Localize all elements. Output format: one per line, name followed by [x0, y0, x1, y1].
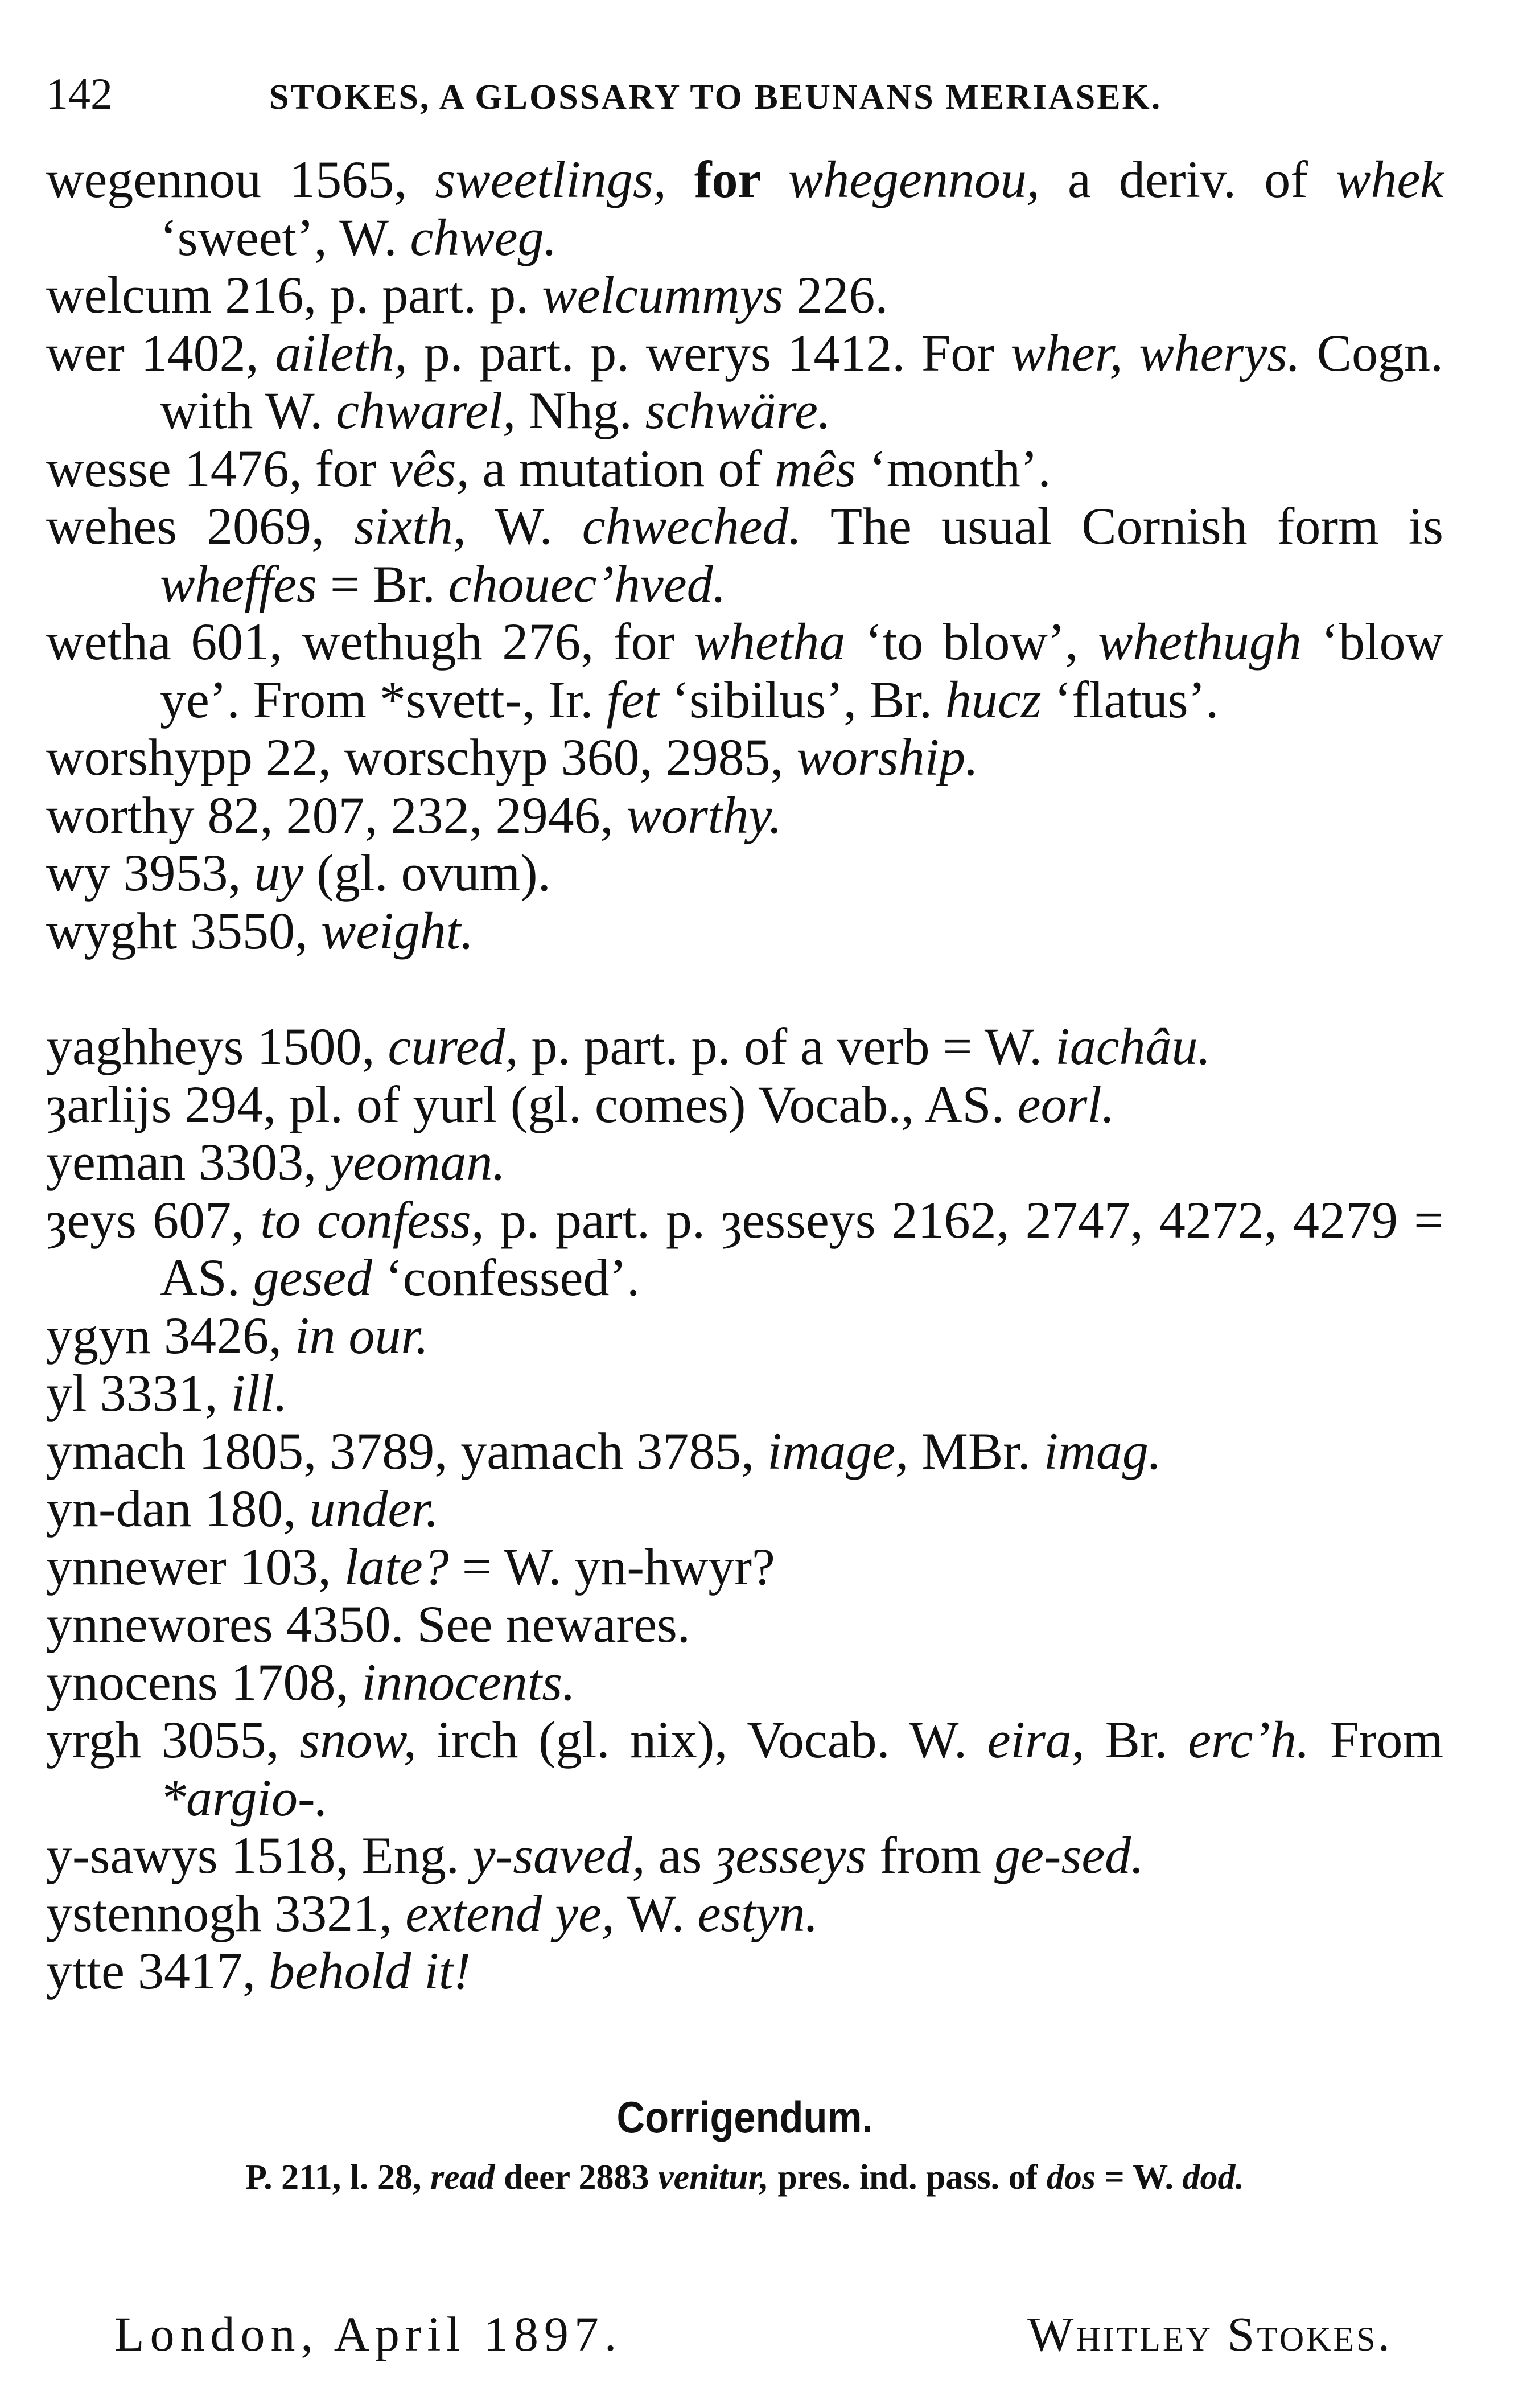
italic-term: erc’h. — [1188, 1711, 1310, 1769]
corrigendum-heading: Corrigendum. — [616, 2091, 873, 2142]
glossary-entry-wehes — [46, 498, 1443, 613]
glossary-entry-wy — [46, 844, 1443, 902]
entry-text: from — [866, 1826, 995, 1884]
glossary-section-w — [46, 151, 1443, 960]
italic-term: sixth, — [354, 497, 466, 555]
italic-term: schwäre. — [645, 381, 831, 439]
entry-text: ymach 1805, 3789, yamach 3785, — [46, 1421, 768, 1480]
entry-text: ‘blow ye’. From *svett-, Ir. — [160, 613, 1443, 729]
place-date: London, April 1897. — [114, 2306, 623, 2361]
entry-text: 226. — [783, 266, 888, 324]
italic-term: whetha — [694, 613, 846, 671]
entry-text: ynocens 1708, — [46, 1653, 362, 1711]
entry-text: wer 1402, — [46, 323, 275, 382]
italic-term: whethugh — [1098, 613, 1302, 671]
glossary-entry-wyght — [46, 902, 1443, 960]
entry-text: as — [645, 1826, 715, 1884]
entry-text: = Br. — [316, 554, 448, 613]
italic-term: y-saved, — [472, 1826, 645, 1884]
entry-text: ‘sibilus’, Br. — [659, 670, 945, 729]
glossary-entry-wesse — [46, 440, 1443, 498]
italic-term: under. — [309, 1480, 439, 1538]
glossary-entry-welcum — [46, 266, 1443, 324]
entry-text: wy 3953, — [46, 844, 254, 902]
entry-text: ynnewer 103, — [46, 1537, 344, 1596]
entry-text: p. part. p. of a verb = W. — [518, 1017, 1056, 1075]
entry-text: = W. — [1095, 2158, 1183, 2197]
entry-text: p. part. p. werys 1412. For — [407, 323, 1011, 382]
italic-term: ȝesseys — [715, 1826, 867, 1884]
italic-term: ge-sed. — [994, 1826, 1145, 1884]
entry-text: Cogn. with W. — [160, 323, 1443, 439]
italic-term: wheffes — [160, 554, 317, 613]
entry-text: The usual Cornish form is — [801, 497, 1443, 555]
entry-text: ‘sweet’, W. — [160, 208, 410, 266]
glossary-entry-ymach — [46, 1423, 1443, 1481]
entry-text: worthy 82, 207, 232, 2946, — [46, 786, 627, 844]
glossary-entry-ytte — [46, 1942, 1443, 2000]
italic-term: welcummys — [542, 266, 784, 324]
entry-text: Nhg. — [516, 381, 645, 439]
page-number: 142 — [46, 69, 113, 118]
italic-term: whek — [1335, 150, 1444, 208]
entry-text: wehes 2069, — [46, 497, 355, 555]
entry-text: ‘to blow’, — [845, 613, 1098, 671]
entry-text: W. — [466, 497, 582, 555]
entry-text: W. — [614, 1884, 698, 1942]
italic-term: worship. — [796, 728, 979, 786]
glossary-entry-yaghheys — [46, 1018, 1443, 1076]
glossary-entry-wegennou — [46, 151, 1443, 266]
entry-text: ȝarlijs 294, pl. of yurl (gl. comes) Vocab., AS. — [46, 1075, 1018, 1133]
italic-term: chweg. — [410, 208, 557, 266]
italic-term: innocents. — [361, 1653, 576, 1711]
entry-text: ‘flatus’. — [1041, 670, 1219, 729]
glossary-entry-wer — [46, 324, 1443, 440]
author-signature: Whitley Stokes. — [1027, 2306, 1392, 2361]
italic-term: cured, — [388, 1017, 518, 1075]
italic-term: chouec’hved. — [448, 554, 726, 613]
italic-term: imag. — [1043, 1421, 1162, 1480]
entry-text: Br. — [1084, 1711, 1188, 1769]
entry-text: P. 211, l. 28, — [245, 2158, 430, 2197]
entry-text: (gl. ovum). — [303, 844, 551, 902]
italic-term: aileth, — [275, 323, 408, 382]
entry-text: ynnewores 4350. See newares. — [46, 1595, 690, 1653]
italic-term: gesed — [253, 1248, 373, 1306]
entry-text: ‘confessed’. — [372, 1248, 640, 1306]
signoff — [46, 2303, 1443, 2365]
italic-term: late? — [344, 1537, 449, 1596]
italic-term: chweched. — [582, 497, 802, 555]
corrigendum-text — [46, 2152, 1443, 2203]
italic-term: mês — [775, 439, 857, 498]
italic-term: image, — [767, 1421, 909, 1480]
glossary-entry-y-sawys — [46, 1827, 1443, 1885]
italic-term: hucz — [945, 670, 1042, 729]
entry-text: a mutation of — [469, 439, 775, 498]
glossary-entry-3eys — [46, 1191, 1443, 1307]
entry-text: worshypp 22, worschyp 360, 2985, — [46, 728, 797, 786]
entry-text: yeman 3303, — [46, 1133, 330, 1191]
entry-text: ytte 3417, — [46, 1942, 269, 2000]
entry-text: ystennogh 3321, — [46, 1884, 406, 1942]
entry-text: = W. yn-hwyr? — [448, 1537, 775, 1596]
italic-term: whegennou, — [788, 150, 1040, 208]
entry-text: pres. ind. pass. of — [768, 2158, 1047, 2197]
entry-text: wesse 1476, for — [46, 439, 389, 498]
glossary-entry-yn-dan — [46, 1480, 1443, 1538]
italic-term: yeoman. — [330, 1133, 506, 1191]
running-title: STOKES, A GLOSSARY TO BEUNANS MERIASEK. — [269, 78, 1162, 117]
entry-text: yn-dan 180, — [46, 1480, 310, 1538]
italic-term: weight. — [321, 901, 474, 960]
entry-text: welcum 216, p. part. p. — [46, 266, 542, 324]
glossary-entry-ynocens — [46, 1654, 1443, 1712]
entry-text: ‘month’. — [856, 439, 1051, 498]
glossary-section-y — [46, 1018, 1443, 2000]
italic-term: snow, — [299, 1711, 417, 1769]
glossary-entry-ynnewer — [46, 1538, 1443, 1596]
italic-term: read — [430, 2158, 495, 2197]
italic-term: eorl. — [1017, 1075, 1115, 1133]
entry-text: ygyn 3426, — [46, 1306, 295, 1365]
entry-text: ȝeys 607, — [46, 1190, 261, 1249]
glossary-entry-wetha — [46, 613, 1443, 729]
italic-term: *argio-. — [160, 1768, 328, 1827]
italic-term: fet — [606, 670, 659, 729]
entry-text: irch (gl. nix), Vocab. W. — [416, 1711, 987, 1769]
italic-term: ill. — [231, 1364, 288, 1422]
glossary-entry-worshypp — [46, 729, 1443, 787]
entry-text: deer 2883 — [495, 2158, 659, 2197]
italic-term: venitur, — [658, 2158, 769, 2197]
glossary-entry-yl — [46, 1365, 1443, 1423]
glossary-entry-ygyn — [46, 1307, 1443, 1365]
italic-term: worthy. — [626, 786, 783, 844]
glossary-page — [46, 54, 1443, 2365]
italic-term: sweetlings, — [435, 150, 666, 208]
entry-text: yl 3331, — [46, 1364, 231, 1422]
entry-text: yrgh 3055, — [46, 1711, 300, 1769]
glossary-entry-ystennogh — [46, 1885, 1443, 1943]
entry-text: wegennou 1565, — [46, 150, 435, 208]
italic-term: chwarel, — [336, 381, 516, 439]
glossary-entry-3arlijs — [46, 1076, 1443, 1134]
entry-text: yaghheys 1500, — [46, 1017, 388, 1075]
glossary-entry-yeman — [46, 1133, 1443, 1191]
italic-term: estyn. — [697, 1884, 818, 1942]
section-gap — [46, 960, 1443, 1018]
italic-term: to confess, — [260, 1190, 484, 1249]
entry-text: a deriv. of — [1039, 150, 1336, 208]
entry-text: p. part. p. ȝesseys 2162, 2747, 4272, 4279 = AS. — [160, 1190, 1443, 1306]
entry-text: for — [666, 150, 788, 208]
entry-text: wyght 3550, — [46, 901, 321, 960]
glossary-entry-worthy — [46, 787, 1443, 845]
entry-text: MBr. — [908, 1421, 1044, 1480]
italic-term: extend ye, — [405, 1884, 615, 1942]
italic-term: dod. — [1182, 2158, 1245, 2197]
italic-term: behold it! — [268, 1942, 471, 2000]
italic-term: uy — [254, 844, 304, 902]
entry-text: wetha 601, wethugh 276, for — [46, 613, 694, 671]
italic-term: eira, — [987, 1711, 1085, 1769]
italic-term: iachâu. — [1055, 1017, 1211, 1075]
entry-text: y-sawys 1518, Eng. — [46, 1826, 472, 1884]
glossary-entry-ynnewores — [46, 1596, 1443, 1654]
italic-term: vês, — [389, 439, 470, 498]
page-header — [46, 54, 1443, 134]
italic-term: dos — [1046, 2158, 1096, 2197]
italic-term: wher, wherys. — [1010, 323, 1300, 382]
glossary-entry-yrgh — [46, 1711, 1443, 1827]
entry-text: From — [1309, 1711, 1443, 1769]
italic-term: in our. — [295, 1306, 429, 1365]
